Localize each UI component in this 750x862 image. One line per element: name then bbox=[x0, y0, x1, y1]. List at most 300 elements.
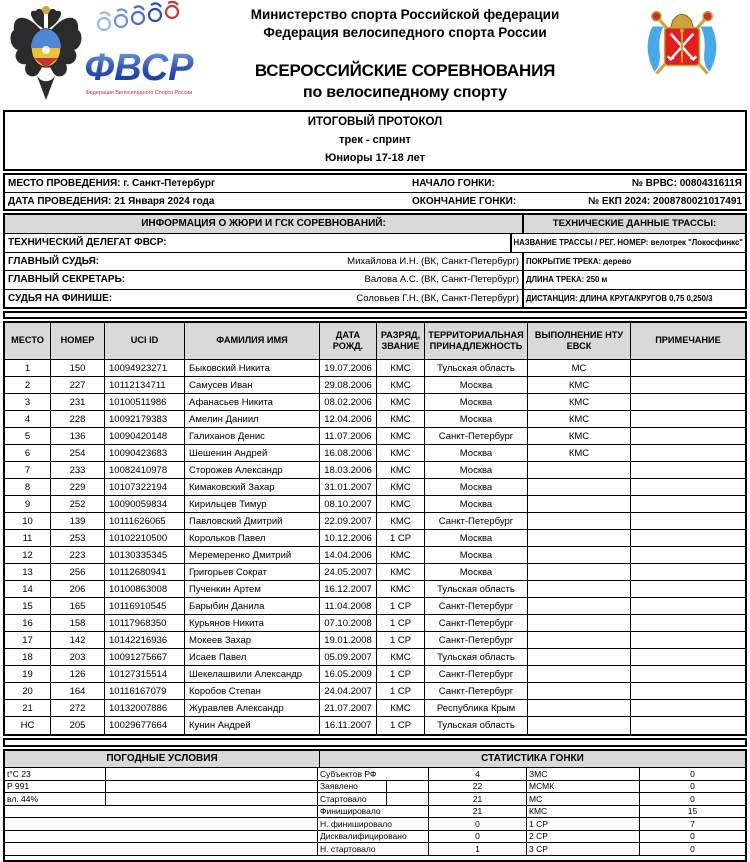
result-ntu-cell bbox=[528, 615, 631, 631]
results-table bbox=[3, 321, 747, 736]
result-bib-cell: 233 bbox=[51, 462, 105, 478]
race-statistics-header: СТАТИСТИКА ГОНКИ bbox=[481, 753, 584, 764]
col-header-uci-id: UCI ID bbox=[105, 323, 185, 359]
result-dob-cell: 19.07.2006 bbox=[320, 360, 377, 376]
result-note-cell bbox=[631, 428, 745, 444]
result-ntu-cell bbox=[528, 700, 631, 716]
weather-blank-cell bbox=[106, 793, 318, 805]
result-note-cell bbox=[631, 700, 745, 716]
result-name-cell: Коробов Степан bbox=[185, 683, 320, 699]
result-rank-cell: КМС bbox=[377, 547, 425, 563]
result-uci-cell: 10100863008 bbox=[105, 581, 185, 597]
result-rank-cell: КМС bbox=[377, 581, 425, 597]
result-name-cell: Исаев Павел bbox=[185, 649, 320, 665]
result-dob-cell: 16.08.2006 bbox=[320, 445, 377, 461]
jury-row bbox=[5, 270, 745, 289]
result-name-cell: Журавлев Александр bbox=[185, 700, 320, 716]
stat-label-cell: Финишировало bbox=[318, 806, 429, 818]
stat-label-cell: Заявлено bbox=[318, 781, 429, 793]
result-uci-cell: 10132007886 bbox=[105, 700, 185, 716]
result-bib-cell: 223 bbox=[51, 547, 105, 563]
col-header-place: МЕСТО bbox=[5, 323, 51, 359]
result-uci-cell: 10112680941 bbox=[105, 564, 185, 580]
competition-title: ВСЕРОССИЙСКИЕ СОРЕВНОВАНИЯ bbox=[254, 61, 556, 81]
result-bib-cell: 139 bbox=[51, 513, 105, 529]
weather-value-cell bbox=[5, 843, 106, 855]
col-header-dob: ДАТА РОЖД. bbox=[320, 323, 377, 359]
result-place-cell: 20 bbox=[5, 683, 51, 699]
result-note-cell bbox=[631, 377, 745, 393]
weather-value-cell: t°C 23 bbox=[5, 768, 106, 780]
weather-value-cell: P 991 bbox=[5, 781, 106, 793]
result-rank-cell: 1 СР bbox=[377, 632, 425, 648]
result-place-cell: 10 bbox=[5, 513, 51, 529]
result-dob-cell: 16.05.2009 bbox=[320, 666, 377, 682]
result-note-cell bbox=[631, 513, 745, 529]
rank-count-cell: 0 bbox=[690, 843, 695, 854]
col-header-region: ТЕРРИТОРИАЛЬНАЯ ПРИНАДЛЕЖНОСТЬ bbox=[425, 323, 528, 359]
result-uci-cell: 10111626065 bbox=[105, 513, 185, 529]
result-dob-cell: 29.08.2006 bbox=[320, 377, 377, 393]
results-row bbox=[5, 513, 745, 530]
result-bib-cell: 254 bbox=[51, 445, 105, 461]
result-region-cell: Тульская область bbox=[425, 581, 528, 597]
result-uci-cell: 10090420148 bbox=[105, 428, 185, 444]
result-name-cell: Кунин Андрей bbox=[185, 717, 320, 734]
result-dob-cell: 07.10.2008 bbox=[320, 615, 377, 631]
result-dob-cell: 10.12.2006 bbox=[320, 530, 377, 546]
results-row bbox=[5, 428, 745, 445]
result-note-cell bbox=[631, 632, 745, 648]
results-row bbox=[5, 411, 745, 428]
result-dob-cell: 19.01.2008 bbox=[320, 632, 377, 648]
result-dob-cell: 24.04.2007 bbox=[320, 683, 377, 699]
result-name-cell: Пученкин Артем bbox=[185, 581, 320, 597]
result-region-cell: Санкт-Петербург bbox=[425, 615, 528, 631]
jury-header: ИНФОРМАЦИЯ О ЖЮРИ И ГСК СОРЕВНОВАНИЙ: bbox=[5, 215, 524, 233]
stat-label-cell: Стартовало bbox=[318, 793, 429, 805]
result-dob-cell: 22.09.2007 bbox=[320, 513, 377, 529]
result-region-cell: Москва bbox=[425, 377, 528, 393]
stat-label-cell: Н. финишировало bbox=[318, 818, 429, 830]
result-rank-cell: КМС bbox=[377, 394, 425, 410]
col-header-name: ФАМИЛИЯ ИМЯ bbox=[185, 323, 320, 359]
weather-value-cell bbox=[5, 831, 106, 843]
results-row bbox=[5, 598, 745, 615]
result-uci-cell: 10094923271 bbox=[105, 360, 185, 376]
competition-subtitle: по велосипедному спорту bbox=[302, 84, 507, 102]
result-region-cell: Москва bbox=[425, 394, 528, 410]
result-uci-cell: 10100511986 bbox=[105, 394, 185, 410]
weather-blank-cell bbox=[106, 768, 318, 780]
result-ntu-cell bbox=[528, 564, 631, 580]
result-place-cell: 7 bbox=[5, 462, 51, 478]
result-rank-cell: КМС bbox=[377, 462, 425, 478]
stat-value-cell: 0 bbox=[429, 818, 527, 830]
results-row bbox=[5, 479, 745, 496]
result-ntu-cell bbox=[528, 666, 631, 682]
result-region-cell: Республика Крым bbox=[425, 700, 528, 716]
result-name-cell: Сторожев Александр bbox=[185, 462, 320, 478]
result-ntu-cell bbox=[528, 649, 631, 665]
result-note-cell bbox=[631, 445, 745, 461]
stat-value-cell: 4 bbox=[429, 768, 527, 780]
col-header-rank: РАЗРЯД, ЗВАНИЕ bbox=[377, 323, 425, 359]
result-uci-cell: 10130335345 bbox=[105, 547, 185, 563]
results-row bbox=[5, 445, 745, 462]
result-place-cell: 19 bbox=[5, 666, 51, 682]
track-data-value: НАЗВАНИЕ ТРАССЫ / РЕГ. НОМЕР: велотрек "Локосфинкс" bbox=[513, 238, 743, 248]
results-row bbox=[5, 581, 745, 598]
result-uci-cell: 10102210500 bbox=[105, 530, 185, 546]
result-rank-cell: КМС bbox=[377, 479, 425, 495]
result-rank-cell: 1 СР bbox=[377, 530, 425, 546]
result-bib-cell: 227 bbox=[51, 377, 105, 393]
result-dob-cell: 08.10.2007 bbox=[320, 496, 377, 512]
rank-count-cell: 0 bbox=[690, 781, 695, 792]
meta-venue-date: ДАТА ПРОВЕДЕНИЯ: 21 Января 2024 года bbox=[8, 195, 215, 207]
results-row bbox=[5, 666, 745, 683]
result-place-cell: 18 bbox=[5, 649, 51, 665]
result-note-cell bbox=[631, 649, 745, 665]
result-place-cell: 13 bbox=[5, 564, 51, 580]
result-region-cell: Москва bbox=[425, 547, 528, 563]
fvsr-federation-logo bbox=[84, 2, 194, 106]
meta-venue-date: МЕСТО ПРОВЕДЕНИЯ: г. Санкт-Петербург bbox=[8, 178, 216, 189]
result-bib-cell: 164 bbox=[51, 683, 105, 699]
result-bib-cell: 206 bbox=[51, 581, 105, 597]
results-row bbox=[5, 649, 745, 666]
result-bib-cell: 256 bbox=[51, 564, 105, 580]
jury-track-box bbox=[3, 213, 747, 309]
results-row bbox=[5, 700, 745, 717]
jury-role-label: ТЕХНИЧЕСКИЙ ДЕЛЕГАТ ФВСР: bbox=[8, 237, 167, 249]
rank-label-cell: 1 СР bbox=[527, 818, 640, 830]
result-place-cell: 14 bbox=[5, 581, 51, 597]
result-note-cell bbox=[631, 360, 745, 376]
result-uci-cell: 10090423683 bbox=[105, 445, 185, 461]
result-uci-cell: 10116910545 bbox=[105, 598, 185, 614]
result-region-cell: Москва bbox=[425, 462, 528, 478]
result-note-cell bbox=[631, 479, 745, 495]
result-dob-cell: 24.05.2007 bbox=[320, 564, 377, 580]
weather-blank-cell bbox=[106, 806, 318, 818]
result-rank-cell: 1 СР bbox=[377, 666, 425, 682]
result-bib-cell: 150 bbox=[51, 360, 105, 376]
result-name-cell: Мокеев Захар bbox=[185, 632, 320, 648]
stat-value-cell: 1 bbox=[429, 843, 527, 855]
meta-race-time-label: ОКОНЧАНИЕ ГОНКИ: bbox=[412, 195, 517, 207]
results-row bbox=[5, 615, 745, 632]
result-place-cell: 12 bbox=[5, 547, 51, 563]
protocol-category: Юниоры 17-18 лет bbox=[324, 152, 426, 164]
result-ntu-cell bbox=[528, 462, 631, 478]
result-place-cell: 3 bbox=[5, 394, 51, 410]
results-row bbox=[5, 394, 745, 411]
rank-label-cell: 3 СР bbox=[527, 843, 640, 855]
result-ntu-cell bbox=[528, 632, 631, 648]
result-place-cell: 2 bbox=[5, 377, 51, 393]
result-rank-cell: КМС bbox=[377, 513, 425, 529]
result-name-cell: Галиханов Денис bbox=[185, 428, 320, 444]
stats-row bbox=[5, 817, 745, 830]
result-ntu-cell: КМС bbox=[528, 411, 631, 427]
result-note-cell bbox=[631, 496, 745, 512]
result-region-cell: Москва bbox=[425, 445, 528, 461]
result-rank-cell: КМС bbox=[377, 700, 425, 716]
rank-label-cell: 2 СР bbox=[527, 831, 640, 843]
result-rank-cell: КМС bbox=[377, 411, 425, 427]
meta-registry-number: № ЕКП 2024: 2008780021017491 bbox=[587, 195, 742, 207]
result-region-cell: Москва bbox=[425, 479, 528, 495]
track-data-value: ДЛИНА ТРЕКА: 250 м bbox=[526, 275, 608, 285]
col-header-note: ПРИМЕЧАНИЕ bbox=[655, 335, 721, 346]
result-rank-cell: КМС bbox=[377, 496, 425, 512]
result-bib-cell: 142 bbox=[51, 632, 105, 648]
saint-petersburg-coat-of-arms-icon bbox=[640, 4, 724, 88]
result-place-cell: 6 bbox=[5, 445, 51, 461]
rank-label-cell: МСМК bbox=[527, 781, 640, 793]
result-rank-cell: 1 СР bbox=[377, 717, 425, 734]
result-note-cell bbox=[631, 615, 745, 631]
weather-blank-cell bbox=[106, 818, 318, 830]
result-ntu-cell bbox=[528, 530, 631, 546]
results-row bbox=[5, 683, 745, 700]
result-note-cell bbox=[631, 564, 745, 580]
result-place-cell: 4 bbox=[5, 411, 51, 427]
result-region-cell: Санкт-Петербург bbox=[425, 513, 528, 529]
rank-count-cell: 0 bbox=[690, 831, 695, 842]
rank-label-cell: ЗМС bbox=[527, 768, 640, 780]
result-rank-cell: КМС bbox=[377, 428, 425, 444]
result-uci-cell: 10117968350 bbox=[105, 615, 185, 631]
result-name-cell: Корольков Павел bbox=[185, 530, 320, 546]
jury-row bbox=[5, 252, 745, 271]
result-dob-cell: 31.01.2007 bbox=[320, 479, 377, 495]
meta-row bbox=[5, 175, 745, 192]
results-row bbox=[5, 547, 745, 564]
rank-count-cell: 7 bbox=[690, 818, 695, 829]
result-dob-cell: 12.04.2006 bbox=[320, 411, 377, 427]
result-rank-cell: КМС bbox=[377, 445, 425, 461]
result-bib-cell: 165 bbox=[51, 598, 105, 614]
result-region-cell: Москва bbox=[425, 530, 528, 546]
meta-race-time-label: НАЧАЛО ГОНКИ: bbox=[412, 178, 495, 189]
jury-row bbox=[5, 289, 745, 308]
result-uci-cell: 10090059834 bbox=[105, 496, 185, 512]
rank-count-cell: 0 bbox=[690, 768, 695, 779]
result-note-cell bbox=[631, 717, 745, 734]
stat-value-cell: 21 bbox=[429, 793, 527, 805]
result-ntu-cell bbox=[528, 598, 631, 614]
empty-strip bbox=[3, 311, 747, 319]
result-name-cell: Быковский Никита bbox=[185, 360, 320, 376]
result-rank-cell: КМС bbox=[377, 649, 425, 665]
result-ntu-cell bbox=[528, 717, 631, 734]
result-ntu-cell: КМС bbox=[528, 428, 631, 444]
track-data-value: ПОКРЫТИЕ ТРЕКА: дерево bbox=[526, 256, 632, 266]
stat-label-cell: Н. стартовало bbox=[318, 843, 429, 855]
result-bib-cell: 272 bbox=[51, 700, 105, 716]
result-ntu-cell: КМС bbox=[528, 377, 631, 393]
result-uci-cell: 10082410978 bbox=[105, 462, 185, 478]
result-rank-cell: 1 СР bbox=[377, 615, 425, 631]
result-note-cell bbox=[631, 547, 745, 563]
jury-person-name: Михайлова И.Н. (ВК, Санкт-Петербург) bbox=[347, 255, 519, 267]
result-bib-cell: 203 bbox=[51, 649, 105, 665]
result-name-cell: Афанасьев Никита bbox=[185, 394, 320, 410]
result-name-cell: Кимаковский Захар bbox=[185, 479, 320, 495]
result-name-cell: Шешенин Андрей bbox=[185, 445, 320, 461]
result-bib-cell: 228 bbox=[51, 411, 105, 427]
result-place-cell: 5 bbox=[5, 428, 51, 444]
results-table-header bbox=[5, 323, 745, 360]
result-region-cell: Санкт-Петербург bbox=[425, 428, 528, 444]
result-uci-cell: 10107322194 bbox=[105, 479, 185, 495]
result-dob-cell: 11.04.2008 bbox=[320, 598, 377, 614]
rank-count-cell: 0 bbox=[690, 793, 695, 804]
result-ntu-cell: КМС bbox=[528, 394, 631, 410]
result-note-cell bbox=[631, 462, 745, 478]
ministry-title-line2: Федерация велосипедного спорта России bbox=[263, 24, 547, 40]
results-row bbox=[5, 496, 745, 513]
result-name-cell: Меремеренко Дмитрий bbox=[185, 547, 320, 563]
result-note-cell bbox=[631, 530, 745, 546]
result-place-cell: 15 bbox=[5, 598, 51, 614]
result-region-cell: Санкт-Петербург bbox=[425, 632, 528, 648]
result-place-cell: 17 bbox=[5, 632, 51, 648]
jury-role-label: СУДЬЯ НА ФИНИШЕ: bbox=[8, 292, 113, 304]
result-bib-cell: 231 bbox=[51, 394, 105, 410]
jury-track-header-band bbox=[5, 215, 745, 233]
result-bib-cell: 158 bbox=[51, 615, 105, 631]
result-name-cell: Курьянов Никита bbox=[185, 615, 320, 631]
result-region-cell: Санкт-Петербург bbox=[425, 598, 528, 614]
result-region-cell: Тульская область bbox=[425, 717, 528, 734]
jury-person-name: Валова А.С. (ВК, Санкт-Петербург) bbox=[364, 274, 519, 286]
weather-blank-cell bbox=[106, 781, 318, 793]
stat-value-cell: 21 bbox=[429, 806, 527, 818]
result-note-cell bbox=[631, 394, 745, 410]
jury-row bbox=[5, 233, 745, 252]
result-uci-cell: 10142216936 bbox=[105, 632, 185, 648]
jury-person-name: Соловьев Г.Н. (ВК, Санкт-Петербург) bbox=[356, 292, 519, 304]
result-rank-cell: 1 СР bbox=[377, 683, 425, 699]
result-name-cell: Шекелашвили Александр bbox=[185, 666, 320, 682]
result-place-cell: 1 bbox=[5, 360, 51, 376]
result-note-cell bbox=[631, 666, 745, 682]
result-dob-cell: 14.04.2006 bbox=[320, 547, 377, 563]
result-place-cell: 16 bbox=[5, 615, 51, 631]
stats-row bbox=[5, 842, 745, 855]
result-ntu-cell: МС bbox=[528, 360, 631, 376]
result-uci-cell: 10092179383 bbox=[105, 411, 185, 427]
weather-value-cell bbox=[5, 806, 106, 818]
result-region-cell: Москва bbox=[425, 564, 528, 580]
stat-value-cell: 22 bbox=[429, 781, 527, 793]
stats-row bbox=[5, 830, 745, 843]
weather-statistics-table bbox=[3, 749, 747, 862]
stat-value-cell: 0 bbox=[429, 831, 527, 843]
result-region-cell: Тульская область bbox=[425, 360, 528, 376]
meta-row bbox=[5, 192, 745, 209]
result-region-cell: Тульская область bbox=[425, 649, 528, 665]
rank-label-cell: КМС bbox=[527, 806, 640, 818]
stats-row bbox=[5, 767, 745, 780]
result-bib-cell: 253 bbox=[51, 530, 105, 546]
result-name-cell: Барыбин Данила bbox=[185, 598, 320, 614]
result-place-cell: 8 bbox=[5, 479, 51, 495]
result-name-cell: Григорьев Сократ bbox=[185, 564, 320, 580]
result-ntu-cell bbox=[528, 513, 631, 529]
stats-row bbox=[5, 805, 745, 818]
ministry-title-line1: Министерство спорта Российской федерации bbox=[250, 7, 560, 22]
stat-label-cell: Субъектов РФ bbox=[318, 768, 429, 780]
result-bib-cell: 229 bbox=[51, 479, 105, 495]
fvsr-logo-text: ФВСР bbox=[84, 47, 194, 89]
result-dob-cell: 16.12.2007 bbox=[320, 581, 377, 597]
result-rank-cell: 1 СР bbox=[377, 598, 425, 614]
results-row bbox=[5, 717, 745, 734]
fvsr-logo-subtext: Федерация Велосипедного Спорта России bbox=[85, 90, 193, 96]
stats-row bbox=[5, 780, 745, 793]
result-bib-cell: 252 bbox=[51, 496, 105, 512]
weather-value-cell: вл. 44% bbox=[5, 793, 106, 805]
result-note-cell bbox=[631, 598, 745, 614]
result-uci-cell: 10091275667 bbox=[105, 649, 185, 665]
result-region-cell: Москва bbox=[425, 496, 528, 512]
result-uci-cell: 10029677664 bbox=[105, 717, 185, 734]
meta-registry-number: № ВРВС: 0080431611Я bbox=[631, 178, 742, 189]
result-ntu-cell: КМС bbox=[528, 445, 631, 461]
ministry-eagle-emblem-icon bbox=[8, 4, 84, 102]
result-name-cell: Самусев Иван bbox=[185, 377, 320, 393]
protocol-title: ИТОГОВЫЙ ПРОТОКОЛ bbox=[307, 116, 443, 128]
result-dob-cell: 11.07.2006 bbox=[320, 428, 377, 444]
result-name-cell: Амелин Даниил bbox=[185, 411, 320, 427]
result-ntu-cell bbox=[528, 496, 631, 512]
result-place-cell: 9 bbox=[5, 496, 51, 512]
result-rank-cell: КМС bbox=[377, 360, 425, 376]
document-header bbox=[0, 0, 750, 110]
empty-strip bbox=[3, 738, 747, 747]
rank-count-cell: 15 bbox=[687, 806, 698, 817]
meta-box bbox=[3, 173, 747, 211]
track-data-value: ДИСТАНЦИЯ: ДЛИНА КРУГА/КРУГОВ 0,75 0,250/3 bbox=[526, 293, 713, 303]
rank-label-cell: МС bbox=[527, 793, 640, 805]
col-header-ntu: ВЫПОЛНЕНИЕ НТУ ЕВСК bbox=[528, 323, 631, 359]
weather-blank-cell bbox=[106, 843, 318, 855]
result-ntu-cell bbox=[528, 547, 631, 563]
result-dob-cell: 08.02.2006 bbox=[320, 394, 377, 410]
result-note-cell bbox=[631, 683, 745, 699]
empty-strip bbox=[5, 855, 745, 860]
result-place-cell: 21 bbox=[5, 700, 51, 716]
weather-blank-cell bbox=[106, 831, 318, 843]
results-row bbox=[5, 360, 745, 377]
result-bib-cell: 205 bbox=[51, 717, 105, 734]
result-region-cell: Москва bbox=[425, 411, 528, 427]
result-note-cell bbox=[631, 581, 745, 597]
result-region-cell: Санкт-Петербург bbox=[425, 683, 528, 699]
jury-role-label: ГЛАВНЫЙ СУДЬЯ: bbox=[8, 255, 100, 267]
results-row bbox=[5, 530, 745, 547]
results-row bbox=[5, 564, 745, 581]
result-note-cell bbox=[631, 411, 745, 427]
stats-row bbox=[5, 792, 745, 805]
result-uci-cell: 10127315514 bbox=[105, 666, 185, 682]
jury-role-label: ГЛАВНЫЙ СЕКРЕТАРЬ: bbox=[8, 274, 126, 286]
